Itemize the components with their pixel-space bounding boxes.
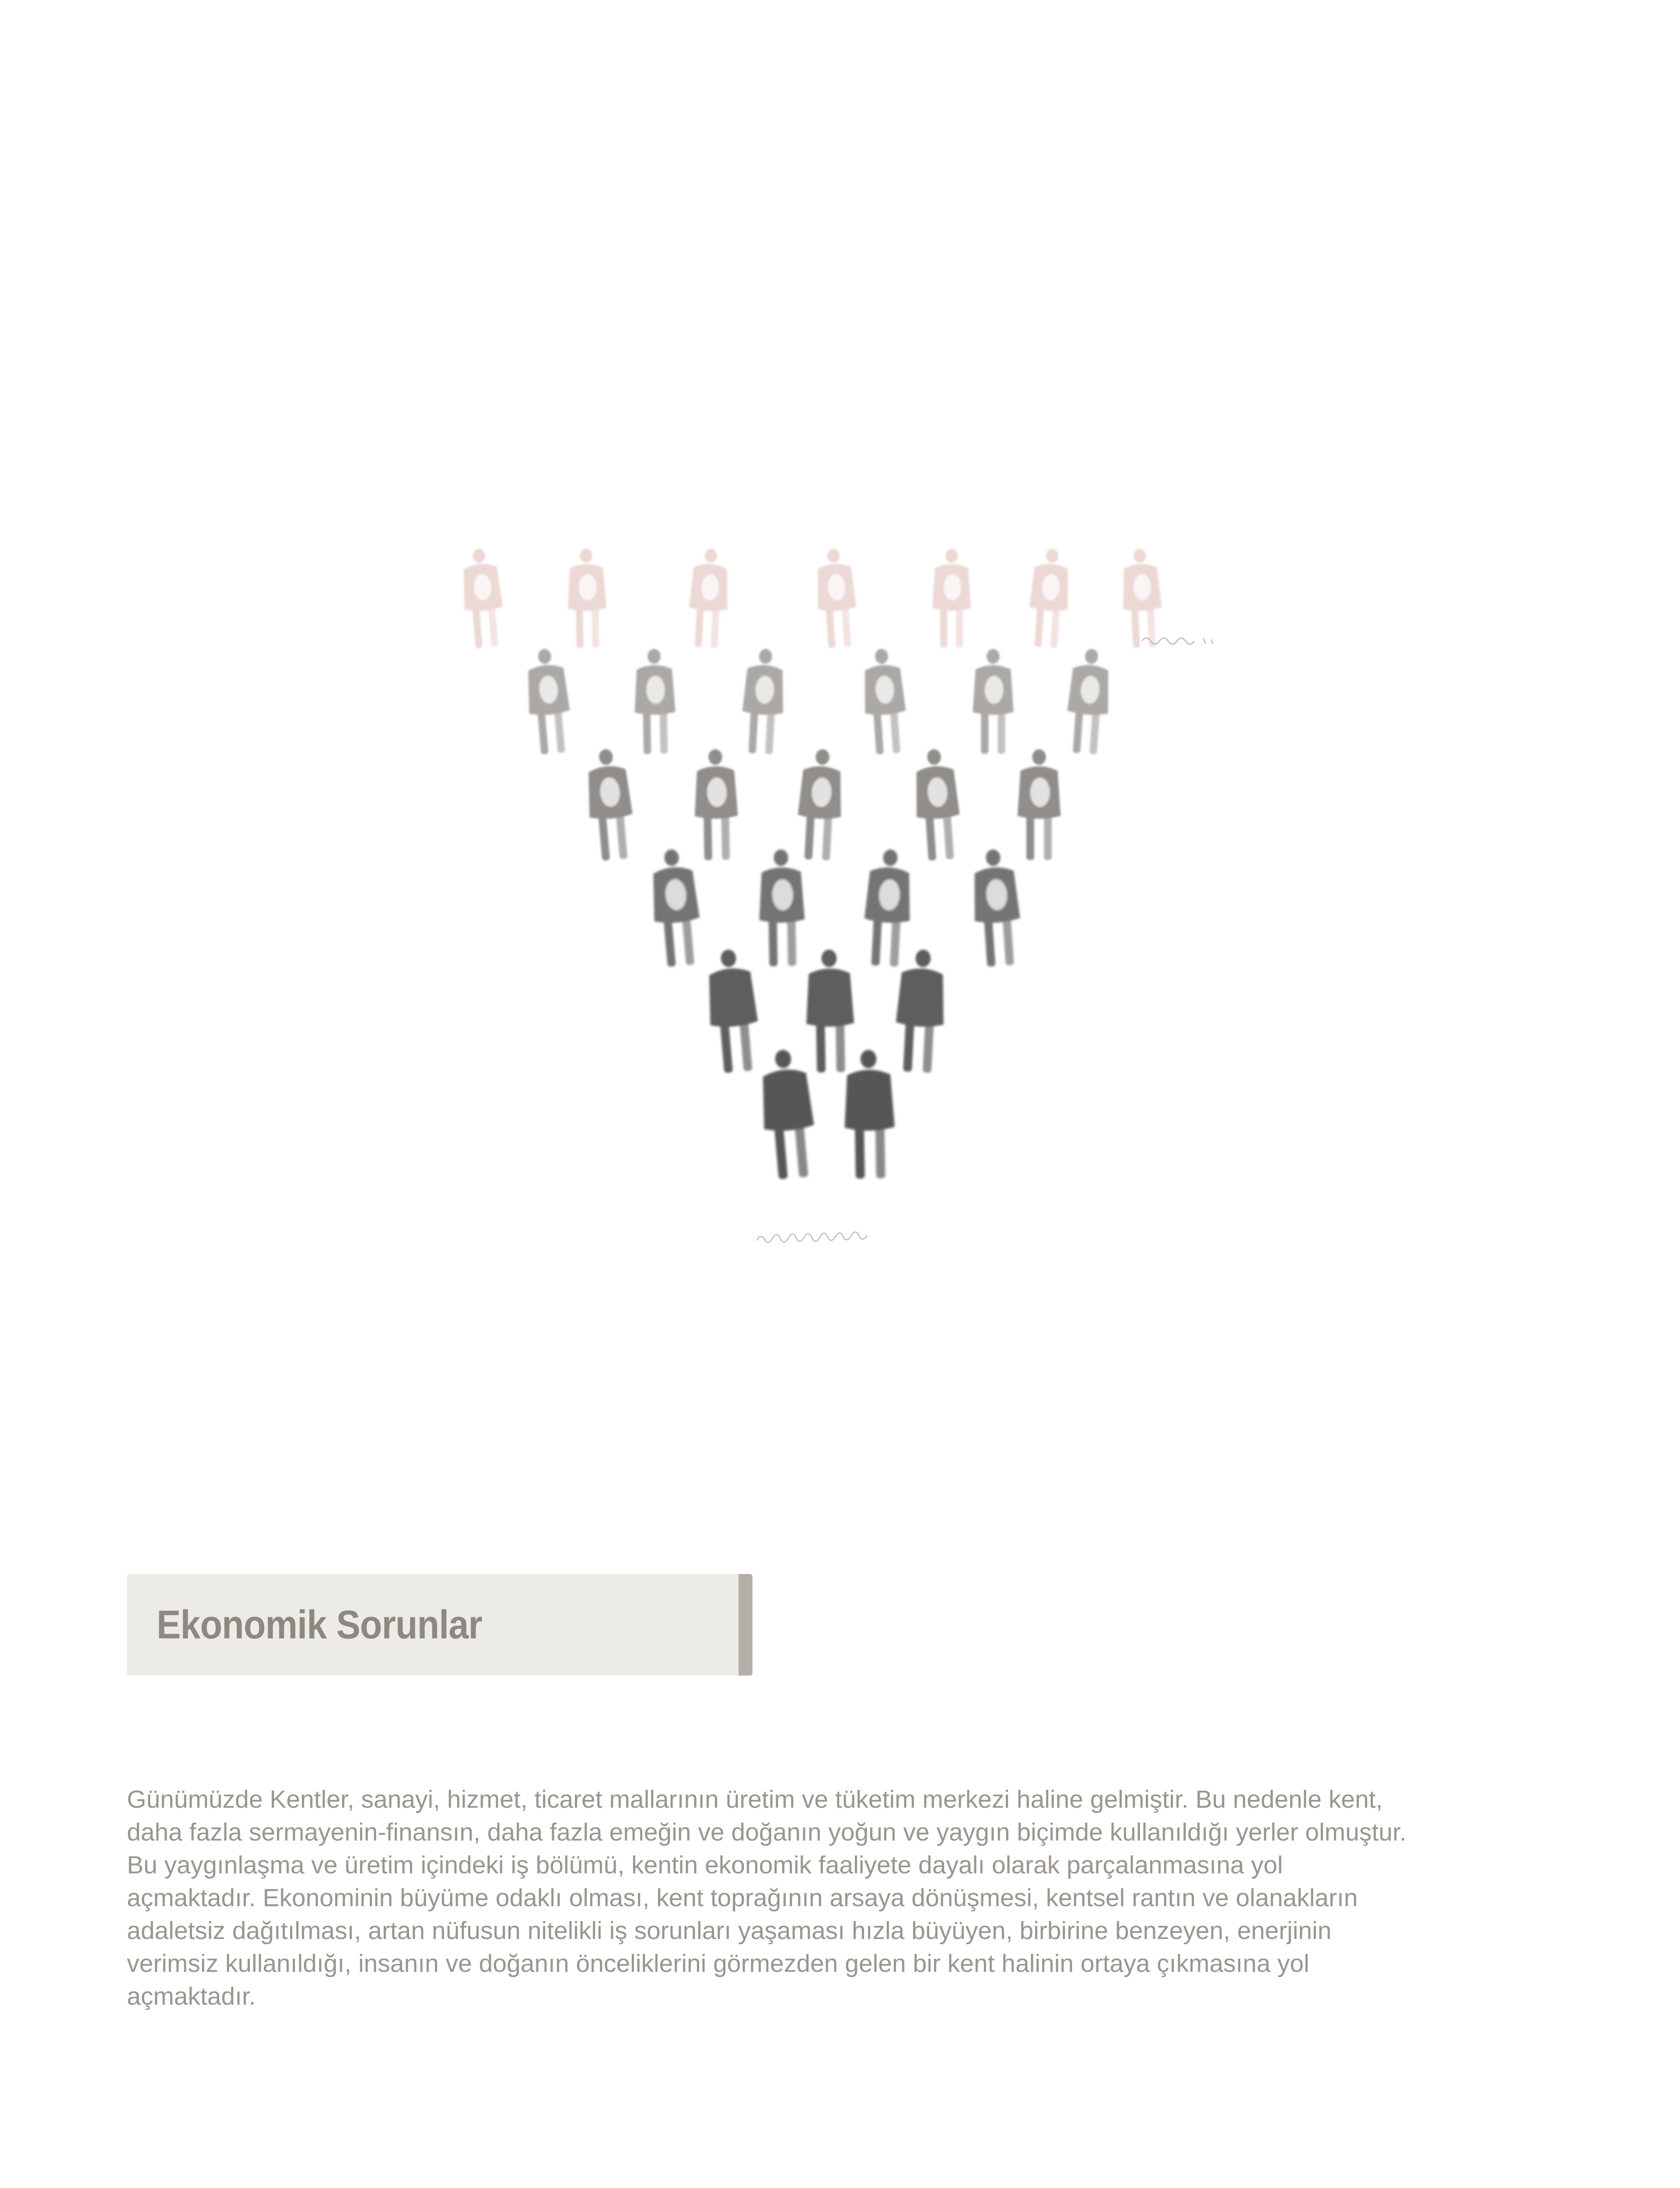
crowd-figure-icon <box>1064 648 1113 755</box>
crowd-figure-icon <box>973 649 1013 754</box>
body-line: Günümüzde Kentler, sanayi, hizmet, ticaret mallarının üretim ve tüketim merkezi haline gelmiştir. Bu nedenle kent, <box>127 1785 1383 1813</box>
crowd-figure-icon <box>704 947 762 1074</box>
section-title: Ekonomik Sorunlar <box>157 1602 482 1647</box>
crowd-figure-icon <box>693 749 738 860</box>
body-line: adaletsiz dağıtılması, artan nüfusun nitelikli iş sorunları yaşaması hızla büyüyen, birbirine benzeyen, enerjinin <box>127 1917 1332 1945</box>
crowd-figure-icon <box>757 1048 819 1180</box>
crowd-figure-icon <box>912 748 963 861</box>
crowd-figure-icon <box>893 948 948 1073</box>
crowd-figure-icon <box>584 747 636 862</box>
body-line: daha fazla sermayenin-finansın, daha fazla emeğin ve doğanın yoğun ve yaygın biçimde kullanıldığı yerler olmuştur. <box>127 1818 1407 1846</box>
crowd-figure-icon <box>805 949 855 1073</box>
crowd-figure-icon <box>524 647 574 755</box>
body-line: verimsiz kullanıldığı, insanın ve doğanın önceliklerini görmezden gelen bir kent halinin ortaya çıkmasına yol <box>127 1950 1309 1978</box>
crowd-figure-icon <box>740 648 787 755</box>
crowd-figure-icon <box>814 547 859 649</box>
section-heading-box <box>127 1574 752 1676</box>
crowd-figure-icon <box>567 548 607 648</box>
crowd-figure-icon <box>932 549 971 648</box>
body-line: açmaktadır. <box>127 1982 256 2010</box>
body-line: açmaktadır. Ekonominin büyüme odaklı olması, kent toprağının arsaya dönüşmesi, kentsel rantın ve olanakların <box>127 1884 1358 1912</box>
crowd-figure-icon <box>970 848 1023 968</box>
watercolor-crowd-icon <box>438 490 1269 1278</box>
crowd-figure-icon <box>687 548 731 649</box>
crowd-illustration <box>438 490 1269 1278</box>
crowd-figure-icon <box>843 1049 896 1179</box>
crowd-figure-icon <box>795 748 844 861</box>
crowd-figure-icon <box>634 649 676 754</box>
crowd-figure-icon <box>648 848 704 968</box>
crowd-figure-icon <box>1120 548 1164 649</box>
body-line: Bu yaygınlaşma ve üretim içindeki iş bölümü, kentin ekonomik faaliyete dayalı olarak parçalanmasına yol <box>127 1851 1283 1879</box>
crowd-figure-icon <box>861 648 909 755</box>
signature-scribble-bottom-icon <box>757 1232 867 1242</box>
crowd-figure-icon <box>758 849 805 966</box>
crowd-figure-icon <box>1018 749 1061 860</box>
crowd-figure-icon <box>459 547 506 649</box>
body-paragraph <box>127 1783 1571 2013</box>
crowd-figure-icon <box>1026 547 1072 649</box>
crowd-figure-icon <box>862 848 914 967</box>
